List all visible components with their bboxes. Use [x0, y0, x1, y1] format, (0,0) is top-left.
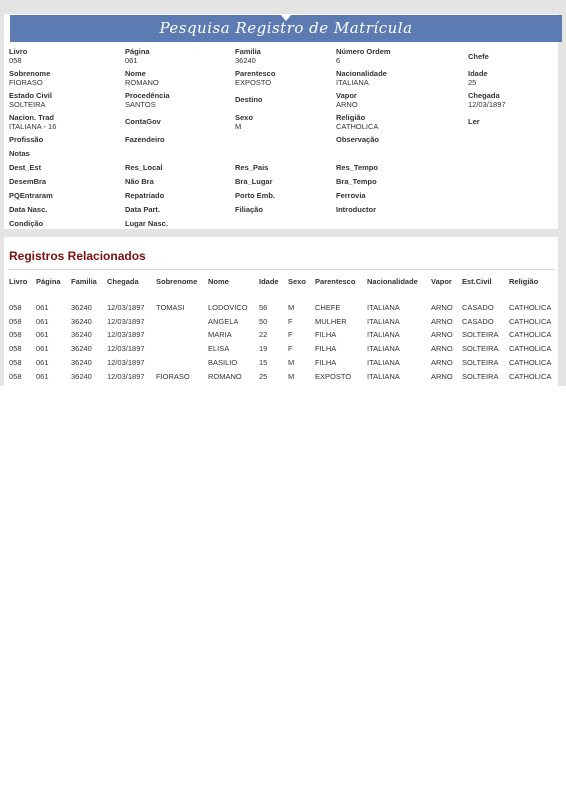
column-header: Familia [71, 277, 97, 286]
table-cell: 061 [36, 303, 49, 312]
table-cell: 061 [36, 358, 49, 367]
table-cell: CATHOLICA [509, 358, 552, 367]
table-cell: 061 [36, 344, 49, 353]
table-cell: ARNO [431, 344, 453, 353]
field-value: SANTOS [125, 100, 156, 109]
field-label: Religião [336, 113, 366, 122]
field-label: Data Nasc. [9, 205, 48, 214]
field-label: Parentesco [235, 69, 276, 78]
field-label: Familia [235, 47, 261, 56]
table-cell: 25 [259, 372, 268, 381]
divider [8, 269, 554, 270]
table-cell: ITALIANA [367, 344, 400, 353]
table-cell: ARNO [431, 303, 453, 312]
field-parentesco [235, 69, 275, 87]
field-label: Idade [468, 69, 488, 78]
field-value: FIORASO [9, 78, 43, 87]
table-cell: CASADO [462, 317, 494, 326]
table-cell: ITALIANA [367, 330, 400, 339]
table-cell: M [288, 372, 295, 381]
column-header: Nacionalidade [367, 277, 418, 286]
field-idade [468, 69, 488, 87]
field-label: Res_Pais [235, 163, 269, 172]
table-cell: 058 [9, 330, 22, 339]
field-lugar-nasc [125, 219, 168, 228]
table-cell: 061 [36, 372, 49, 381]
table-cell: 058 [9, 358, 22, 367]
field-value: CATHOLICA [336, 122, 379, 131]
field-label: Livro [9, 47, 28, 56]
table-cell: CATHOLICA [509, 372, 552, 381]
column-header: Vapor [431, 277, 452, 286]
table-cell: 15 [259, 358, 268, 367]
field-label: Destino [235, 95, 263, 104]
field-label: Data Part. [125, 205, 161, 214]
table-cell: ITALIANA [367, 372, 400, 381]
field-numero-ordem [336, 47, 391, 65]
table-cell: EXPOSTO [315, 372, 352, 381]
table-cell: CHEFE [315, 303, 341, 312]
field-procedencia [125, 91, 170, 109]
table-cell: 36240 [71, 317, 92, 326]
field-label: Sobrenome [9, 69, 51, 78]
page-title: Pesquisa Registro de Matrícula [159, 19, 413, 37]
field-dest-est [9, 163, 41, 172]
table-cell: 12/03/1897 [107, 358, 145, 367]
table-cell: ELISA [208, 344, 230, 353]
table-cell: 058 [9, 317, 22, 326]
field-label: Dest_Est [9, 163, 42, 172]
table-cell: ROMANO [208, 372, 242, 381]
table-cell: MULHER [315, 317, 347, 326]
field-label: Número Ordem [336, 47, 391, 56]
column-header: Página [36, 277, 61, 286]
field-label: Introductor [336, 205, 376, 214]
table-cell: M [288, 358, 295, 367]
field-res-local [125, 163, 163, 172]
column-header: Parentesco [315, 277, 356, 286]
table-cell: 50 [259, 317, 268, 326]
field-label: Vapor [336, 91, 357, 100]
field-label: Fazendeiro [125, 135, 165, 144]
table-cell: 061 [36, 330, 49, 339]
field-contagov [125, 117, 161, 126]
field-label: Nome [125, 69, 146, 78]
field-familia [235, 47, 261, 65]
table-cell: 058 [9, 344, 22, 353]
field-value: 058 [9, 56, 22, 65]
table-cell: 12/03/1897 [107, 303, 145, 312]
table-cell: FILHA [315, 344, 337, 353]
field-label: Condição [9, 219, 44, 228]
table-cell: 36240 [71, 358, 92, 367]
column-header: Chegada [107, 277, 139, 286]
table-cell: SOLTEIRA [462, 372, 499, 381]
table-cell: LODOVICO [208, 303, 248, 312]
table-cell: ARNO [431, 358, 453, 367]
field-value: ITALIANA [336, 78, 369, 87]
table-cell: 12/03/1897 [107, 317, 145, 326]
field-livro [9, 47, 27, 65]
column-header: Sexo [288, 277, 306, 286]
table-cell: 12/03/1897 [107, 372, 145, 381]
column-header: Est.Civil [462, 277, 492, 286]
field-porto-emb [235, 191, 275, 200]
field-value: 061 [125, 56, 138, 65]
field-value: 25 [468, 78, 477, 87]
table-cell: ANGELA [208, 317, 239, 326]
table-cell: 19 [259, 344, 268, 353]
related-records-title: Registros Relacionados [9, 249, 146, 263]
field-nacionalidade [336, 69, 387, 87]
table-cell: M [288, 303, 295, 312]
field-nome [125, 69, 159, 87]
table-cell: 36240 [71, 372, 92, 381]
field-label: Chefe [468, 52, 489, 61]
field-label: Res_Local [125, 163, 163, 172]
table-cell: FILHA [315, 330, 337, 339]
field-estado-civil [9, 91, 52, 109]
column-header: Livro [9, 277, 28, 286]
field-ler [468, 117, 480, 126]
record-panel [4, 14, 558, 229]
field-nacion-trad [9, 113, 56, 131]
field-value: 6 [336, 56, 341, 65]
table-cell: ITALIANA [367, 317, 400, 326]
column-header: Sobrenome [156, 277, 198, 286]
table-cell: 22 [259, 330, 268, 339]
table-cell: F [288, 344, 293, 353]
table-cell: ITALIANA [367, 358, 400, 367]
table-cell: BASILIO [208, 358, 238, 367]
table-cell: SOLTEIRA [462, 344, 499, 353]
field-label: Filiação [235, 205, 263, 214]
field-label: Repatriado [125, 191, 165, 200]
field-label: Observação [336, 135, 379, 144]
field-vapor [336, 91, 358, 109]
field-value: EXPOSTO [235, 78, 272, 87]
field-res-tempo [336, 163, 378, 172]
field-introductor [336, 205, 376, 214]
field-value: 12/03/1897 [468, 100, 506, 109]
table-cell: CATHOLICA [509, 344, 552, 353]
field-label: ContaGov [125, 117, 161, 126]
field-pqentraram [9, 191, 53, 200]
field-label: Procedência [125, 91, 170, 100]
table-cell: F [288, 317, 293, 326]
field-label: Profissão [9, 135, 44, 144]
field-sobrenome [9, 69, 50, 87]
column-header: Nome [208, 277, 229, 286]
field-fazendeiro [125, 135, 165, 144]
table-cell: 36240 [71, 344, 92, 353]
table-cell: 36240 [71, 330, 92, 339]
field-value: 36240 [235, 56, 256, 65]
table-cell: CATHOLICA [509, 317, 552, 326]
table-cell: 058 [9, 303, 22, 312]
field-data-nasc [9, 205, 47, 214]
field-value: ROMANO [125, 78, 159, 87]
table-cell: 058 [9, 372, 22, 381]
field-religiao [336, 113, 378, 131]
field-label: Notas [9, 149, 30, 158]
field-label: Porto Emb. [235, 191, 276, 200]
field-profissao [9, 135, 43, 144]
field-condicao [9, 219, 43, 228]
column-header: Idade [259, 277, 279, 286]
related-records-panel [4, 237, 558, 386]
field-label: Não Bra [125, 177, 154, 186]
field-value: ITALIANA - 16 [9, 122, 57, 131]
field-label: Estado Civil [9, 91, 52, 100]
table-cell: ARNO [431, 317, 453, 326]
table-cell: 061 [36, 317, 49, 326]
field-filiacao [235, 205, 263, 214]
field-label: DesemBra [9, 177, 47, 186]
table-cell: F [288, 330, 293, 339]
column-header: Religião [509, 277, 539, 286]
table-cell: SOLTEIRA [462, 330, 499, 339]
field-label: Lugar Nasc. [125, 219, 168, 228]
table-cell: MARIA [208, 330, 232, 339]
field-value: M [235, 122, 242, 131]
field-label: Sexo [235, 113, 253, 122]
table-cell: 36240 [71, 303, 92, 312]
field-label: Nacion. Trad [9, 113, 55, 122]
field-label: Página [125, 47, 150, 56]
field-repatriado [125, 191, 164, 200]
field-notas [9, 149, 30, 158]
field-bra-tempo [336, 177, 377, 186]
field-res-pais [235, 163, 268, 172]
field-sexo [235, 113, 253, 131]
field-label: PQEntraram [9, 191, 53, 200]
field-chegada [468, 91, 506, 109]
field-label: Ler [468, 117, 480, 126]
table-cell: TOMASI [156, 303, 185, 312]
field-label: Chegada [468, 91, 500, 100]
field-pagina [125, 47, 150, 65]
field-chefe [468, 52, 489, 61]
field-value: ARNO [336, 100, 358, 109]
field-data-part [125, 205, 160, 214]
field-ferrovia [336, 191, 366, 200]
table-cell: SOLTEIRA [462, 358, 499, 367]
field-label: Res_Tempo [336, 163, 378, 172]
field-label: Bra_Tempo [336, 177, 377, 186]
field-label: Bra_Lugar [235, 177, 273, 186]
field-label: Nacionalidade [336, 69, 387, 78]
field-nao-bra [125, 177, 154, 186]
table-cell: 12/03/1897 [107, 330, 145, 339]
table-cell: ARNO [431, 372, 453, 381]
table-cell: 12/03/1897 [107, 344, 145, 353]
field-bra-lugar [235, 177, 273, 186]
table-cell: CASADO [462, 303, 494, 312]
table-cell: 56 [259, 303, 268, 312]
field-observacao [336, 135, 379, 144]
table-cell: CATHOLICA [509, 303, 552, 312]
table-cell: CATHOLICA [509, 330, 552, 339]
table-cell: ARNO [431, 330, 453, 339]
table-cell: FILHA [315, 358, 337, 367]
header-banner [10, 15, 562, 42]
table-cell: FIORASO [156, 372, 190, 381]
field-destino [235, 95, 263, 104]
field-desembra [9, 177, 46, 186]
field-label: Ferrovia [336, 191, 366, 200]
field-value: SOLTEIRA [9, 100, 46, 109]
table-cell: ITALIANA [367, 303, 400, 312]
